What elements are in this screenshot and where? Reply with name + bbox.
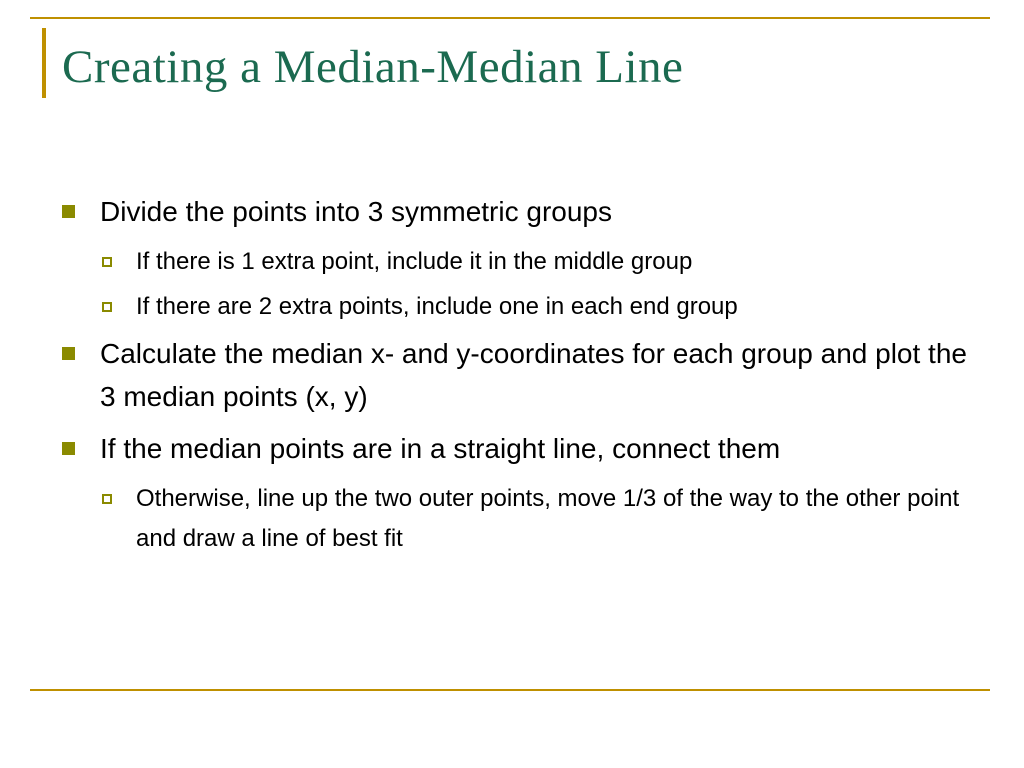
slide-title: Creating a Median-Median Line bbox=[62, 41, 684, 93]
bullet-text: If the median points are in a straight line, connect them bbox=[100, 433, 781, 464]
sub-bullet-item bbox=[62, 242, 979, 282]
title-accent-bar bbox=[42, 28, 46, 98]
bullet-item bbox=[62, 190, 979, 233]
sub-bullet-text: Otherwise, line up the two outer points, move 1/3 of the way to the other point and draw a line of best fit bbox=[136, 485, 960, 552]
filled-square-bullet-icon bbox=[62, 347, 75, 360]
sub-bullet-text: If there is 1 extra point, include it in the middle group bbox=[136, 248, 693, 275]
hollow-square-bullet-icon bbox=[102, 302, 112, 312]
bullet-item bbox=[62, 332, 979, 418]
bottom-divider-line bbox=[30, 689, 990, 691]
bullet-list bbox=[62, 190, 979, 564]
hollow-square-bullet-icon bbox=[102, 257, 112, 267]
bullet-text: Divide the points into 3 symmetric groups bbox=[100, 196, 612, 227]
bullet-text: Calculate the median x- and y-coordinates for each group and plot the 3 median points (x, y) bbox=[100, 338, 967, 412]
sub-bullet-text: If there are 2 extra points, include one in each end group bbox=[136, 293, 738, 320]
sub-bullet-item bbox=[62, 479, 979, 559]
bullet-item bbox=[62, 427, 979, 470]
hollow-square-bullet-icon bbox=[102, 494, 112, 504]
top-divider-line bbox=[30, 17, 990, 19]
filled-square-bullet-icon bbox=[62, 205, 75, 218]
sub-bullet-item bbox=[62, 287, 979, 327]
filled-square-bullet-icon bbox=[62, 442, 75, 455]
